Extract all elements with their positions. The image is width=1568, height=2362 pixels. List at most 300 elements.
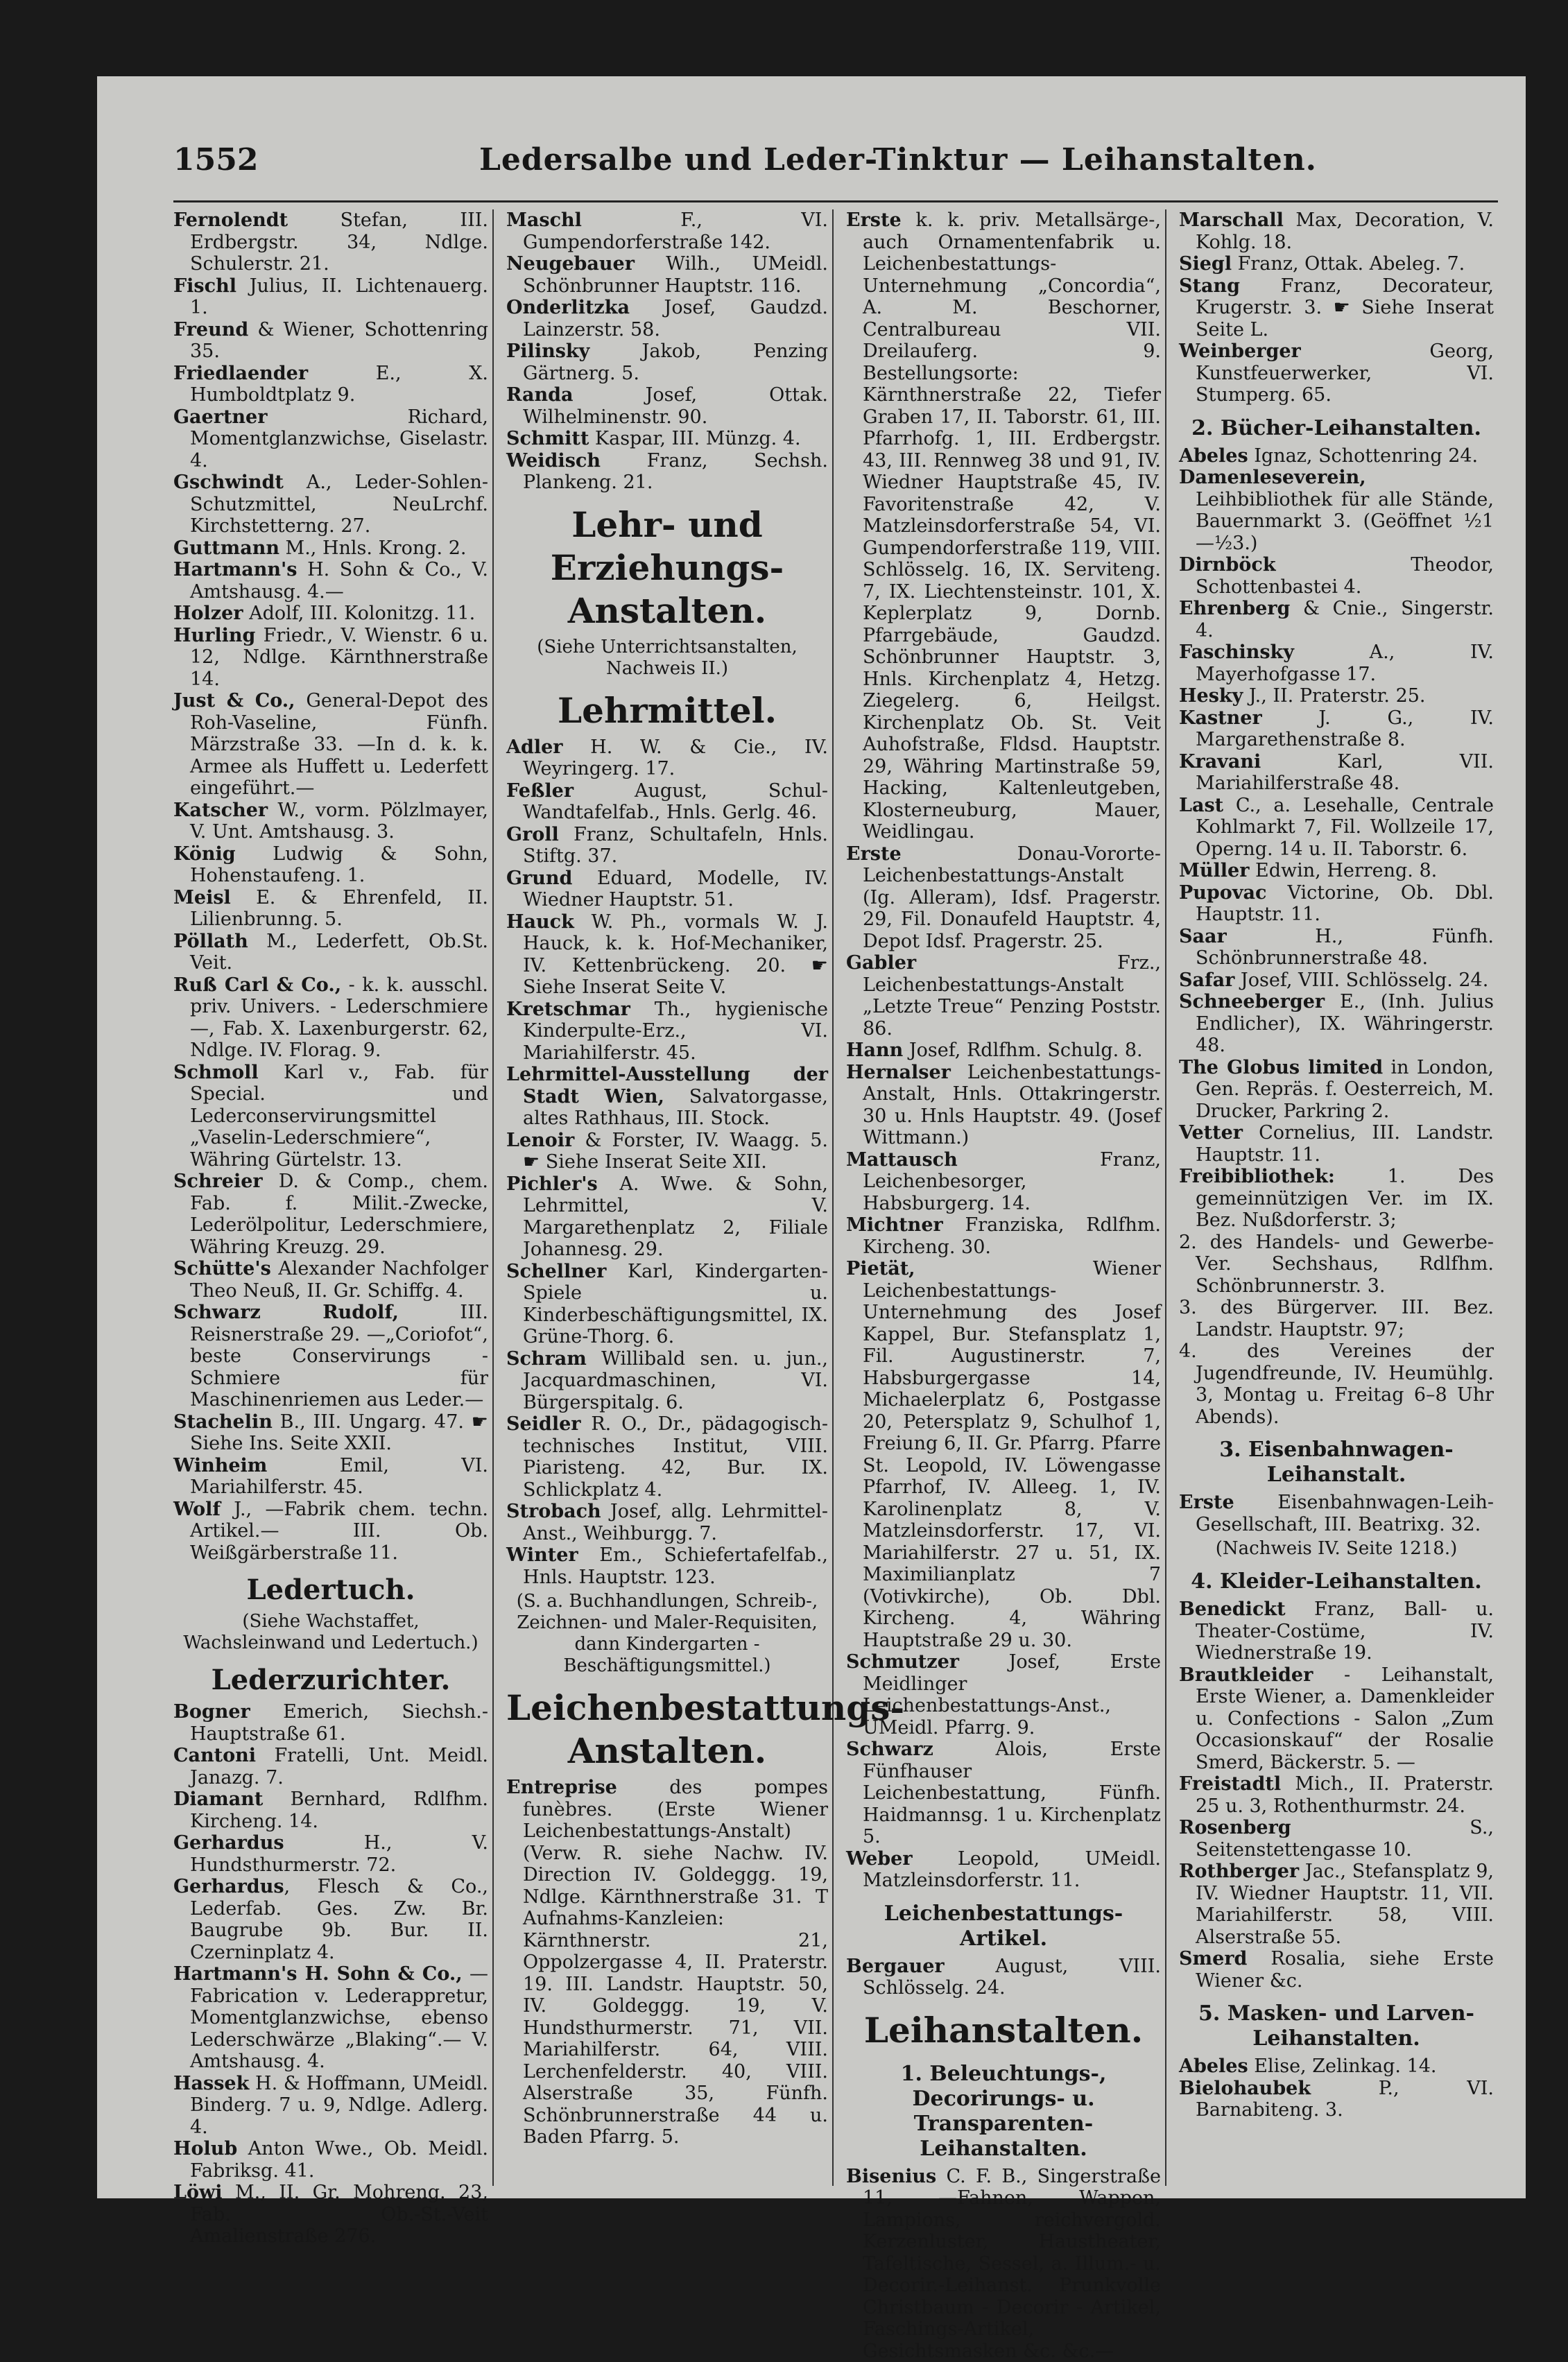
entry-details: Alois, Erste Fünfhauser Leichenbestattung, Fünfh. Haidmannsg. 1 u. Kirchenplatz 5.	[863, 1739, 1161, 1847]
directory-entry	[1179, 1166, 1494, 1232]
entry-details: Franziska, Rdlfhm. Kircheng. 30.	[863, 1214, 1161, 1258]
directory-entry	[506, 1261, 828, 1348]
directory-entry	[1179, 554, 1494, 598]
entry-details: Donau-Vororte-Leichenbestattungs-Anstalt (Ig. Alleram), Idsf. Pragerstr. 29, Fil. Donaufeld Hauptstr. 4, Depot Idsf. Pragerstr. 25.	[863, 843, 1161, 952]
entry-details: Theodor, Schottenbastei 4.	[1196, 554, 1494, 598]
entry-details: F., VI. Gumpendorferstraße 142.	[523, 209, 828, 253]
entry-details: des pompes funèbres. (Erste Wiener Leichenbestattungs-Anstalt) (Verw. R. siehe Nachw. IV. Direction IV. Goldeggg. 19, Ndlge. Kärnthnerstraße 31. T Aufnahms-Kanzleien: Kärnthnerstr. 21, Oppolzergasse 4, II. Praterstr. 19. III. Landstr. Hauptstr. 50, IV. Goldeggg. 19, V. Hundsthurmerstr. 71, VII. Mariahilferstr. 64, VIII. Lerchenfelderstr. 40, VIII. Alserstraße 35, Fünfh. Schönbrunnerstraße 44 u. Baden Pfarrg. 5.	[523, 1777, 828, 2148]
directory-entry	[1179, 707, 1494, 751]
entry-name: Schram	[506, 1348, 587, 1370]
entry-details: , Flesch & Co., Lederfab. Ges. Zw. Br. Baugrube 9b. Bur. II. Czerninplatz 4.	[190, 1876, 488, 1963]
directory-entry	[506, 999, 828, 1064]
entry-name: Rothberger	[1179, 1861, 1299, 1882]
entry-details: E., X. Humboldtplatz 9.	[190, 363, 488, 406]
entry-name: Onderlitzka	[506, 297, 630, 318]
directory-entry	[173, 319, 488, 363]
entry-name: Schmoll	[173, 1062, 259, 1083]
entry-name: Meisl	[173, 887, 231, 908]
cross-reference-note: (S. a. Buchhandlungen, Schreib-, Zeichnen- und Maler-Requisiten, dann Kindergarten - Beschäftigungsmittel.)	[506, 1591, 828, 1677]
column-4	[1179, 209, 1498, 2186]
entry-details: H. Sohn & Co., V. Amtshausg. 4.—	[190, 559, 488, 603]
entry-name: Hauck	[506, 911, 574, 933]
directory-entry	[173, 406, 488, 472]
section-heading: 1. Beleuchtungs-, Decorirungs- u. Transparenten-Leihanstalten.	[846, 2062, 1161, 2162]
entry-name: Hartmann's	[173, 559, 298, 580]
entry-name: Katscher	[173, 800, 268, 821]
entry-details: H., V. Hundsthurmerstr. 72.	[190, 1832, 488, 1876]
section-heading: 4. Kleider-Leihanstalten.	[1179, 1569, 1494, 1594]
entry-details: Edwin, Herreng. 8.	[1249, 860, 1437, 881]
entry-name: Diamant	[173, 1788, 263, 1810]
entry-name: Müller	[1179, 860, 1249, 881]
entry-name: Abeles	[1179, 2055, 1248, 2077]
directory-entry	[173, 1171, 488, 1258]
directory-entry	[173, 1963, 488, 2073]
entry-name: Bielohaubek	[1179, 2078, 1311, 2099]
entry-details: H. & Hoffmann, UMeidl. Binderg. 7 u. 9, Ndlge. Adlerg. 4.	[190, 2073, 488, 2138]
entry-details: Elise, Zelinkag. 14.	[1248, 2055, 1437, 2077]
directory-entry	[846, 1848, 1161, 1892]
entry-name: Pupovac	[1179, 882, 1266, 904]
entry-name: Schellner	[506, 1261, 606, 1282]
directory-entry	[173, 1258, 488, 1302]
entry-name: Holzer	[173, 603, 243, 624]
entry-name: Rosenberg	[1179, 1817, 1291, 1838]
column-1	[173, 209, 494, 2186]
entry-details: Em., Schiefertafelfab., Hnls. Hauptstr. 123.	[523, 1544, 828, 1588]
directory-entry	[1179, 1232, 1494, 1298]
entry-details: III. Reisnerstraße 29. —„Coriofot“, beste Conservirungs - Schmiere für Maschinenriemen aus Leder.—	[190, 1302, 488, 1411]
entry-details: Josef, Rdlfhm. Schulg. 8.	[903, 1040, 1142, 1061]
directory-entry	[846, 1739, 1161, 1848]
entry-details: M., II. Gr. Mohreng. 23, Fab. Ob.-St.-Veit Amalienstraße 276.	[190, 2182, 488, 2247]
entry-details: Emerich, Siechsh.-Hauptstraße 61.	[190, 1701, 488, 1745]
section-heading: Leihanstalten.	[846, 2009, 1161, 2052]
entry-details: A., IV. Mayerhofgasse 17.	[1196, 641, 1494, 685]
entry-details: Ludwig & Sohn, Hohenstaufeng. 1.	[190, 843, 488, 887]
entry-details: Eduard, Modelle, IV. Wiedner Hauptstr. 51.	[523, 868, 828, 911]
entry-details: Jakob, Penzing Gärtnerg. 5.	[523, 340, 828, 384]
directory-entry	[173, 1832, 488, 1876]
directory-entry	[1179, 598, 1494, 641]
entry-details: Victorine, Ob. Dbl. Hauptstr. 11.	[1196, 882, 1494, 926]
entry-name: Schmitt	[506, 428, 589, 449]
entry-name: Michtner	[846, 1214, 943, 1236]
entry-details: Frz., Leichenbestattungs-Anstalt „Letzte Treue“ Penzing Poststr. 86.	[863, 952, 1161, 1040]
running-head: Ledersalbe und Leder-Tinktur — Leihanstalten.	[298, 142, 1498, 178]
entry-details: S., Seitenstettengasse 10.	[1196, 1817, 1494, 1861]
directory-entry	[173, 800, 488, 843]
entry-details: Josef, Erste Meidlinger Leichenbestattungs-Anst., UMeidl. Pfarrg. 9.	[863, 1651, 1161, 1739]
entry-name: Randa	[506, 384, 574, 406]
directory-entry	[1179, 685, 1494, 707]
directory-entry	[506, 428, 828, 450]
entry-details: Karl, VII. Mariahilferstraße 48.	[1196, 751, 1494, 795]
directory-entry	[506, 1501, 828, 1544]
entry-name: Vetter	[1179, 1122, 1243, 1144]
entry-details: J., —Fabrik chem. techn. Artikel.— III. Ob. Weißgärberstraße 11.	[190, 1499, 488, 1564]
entry-name: Lehrmittel-Ausstellung der Stadt Wien,	[506, 1064, 828, 1107]
directory-entry	[173, 1302, 488, 1411]
directory-entry	[1179, 641, 1494, 685]
entry-name: Entreprise	[506, 1777, 617, 1798]
cross-reference-note: (Siehe Wachstaffet, Wachsleinwand und Ledertuch.)	[173, 1611, 488, 1654]
entry-name: Feßler	[506, 780, 574, 802]
entry-name: Maschl	[506, 209, 582, 231]
directory-entry	[1179, 2055, 1494, 2078]
directory-entry	[846, 1956, 1161, 1999]
entry-details: Rosalia, siehe Erste Wiener &c.	[1196, 1948, 1494, 1992]
entry-name: Gschwindt	[173, 472, 284, 493]
directory-entry	[506, 1064, 828, 1130]
directory-entry	[173, 625, 488, 691]
directory-entry	[1179, 1122, 1494, 1166]
directory-entry	[1179, 795, 1494, 861]
column-2	[506, 209, 834, 2186]
entry-name: Schwarz	[846, 1739, 933, 1760]
entry-name: Fernolendt	[173, 209, 288, 231]
entry-details: Karl v., Fab. für Special. und Lederconservirungsmittel „Vaselin-Lederschmiere“, Währing Gürtelstr. 13.	[190, 1062, 488, 1171]
entry-name: Schütte's	[173, 1258, 271, 1279]
entry-details: Karl, Kindergarten-Spiele u. Kinderbeschäftigungsmittel, IX. Grüne-Thorg. 6.	[523, 1261, 828, 1348]
directory-entry	[1179, 1057, 1494, 1123]
entry-name: Bisenius	[846, 2166, 936, 2187]
directory-entry	[846, 1040, 1161, 1062]
entry-details: H., Fünfh. Schönbrunnerstraße 48.	[1196, 926, 1494, 969]
directory-entry	[1179, 882, 1494, 926]
directory-entry	[1179, 1341, 1494, 1428]
entry-details: Friedr., V. Wienstr. 6 u. 12, Ndlge. Kärnthnerstraße 14.	[190, 625, 488, 690]
entry-name: Guttmann	[173, 537, 279, 559]
directory-entry	[1179, 275, 1494, 341]
entry-name: Pichler's	[506, 1173, 598, 1195]
directory-entry	[173, 887, 488, 931]
entry-name: Schreier	[173, 1171, 263, 1192]
entry-name: Ruß Carl & Co.,	[173, 974, 341, 996]
directory-entry	[1179, 1664, 1494, 1774]
entry-details: H. W. & Cie., IV. Weyringerg. 17.	[523, 736, 828, 780]
directory-entry	[506, 911, 828, 999]
section-heading: Lehrmittel.	[506, 689, 828, 732]
entry-name: Pöllath	[173, 931, 248, 952]
entry-name: Pilinsky	[506, 340, 589, 362]
entry-details: August, VIII. Schlösselg. 24.	[863, 1956, 1161, 1999]
entry-name: Gerhardus	[173, 1832, 284, 1854]
entry-details: A., Leder-Sohlen-Schutzmittel, NeuLrchf. Kirchstetterng. 27.	[190, 472, 488, 537]
entry-details: Franz, Ball- u. Theater-Costüme, IV. Wiednerstraße 19.	[1196, 1598, 1494, 1664]
directory-entry	[173, 472, 488, 537]
directory-entry	[173, 843, 488, 887]
section-heading: Leichenbestattungs-Artikel.	[846, 1902, 1161, 1951]
entry-details: Josef, Ottak. Wilhelminenstr. 90.	[523, 384, 828, 428]
directory-entry	[1179, 1773, 1494, 1817]
columns	[173, 209, 1498, 2186]
entry-name: Stang	[1179, 275, 1240, 297]
entry-details: Richard, Momentglanzwichse, Giselastr. 4.	[190, 406, 488, 472]
entry-name: Strobach	[506, 1501, 601, 1522]
entry-details: Franz, Sechsh. Plankeng. 21.	[523, 450, 828, 494]
directory-entry	[1179, 467, 1494, 554]
section-heading: Ledertuch.	[173, 1574, 488, 1607]
directory-entry	[173, 1701, 488, 1745]
entry-name: Grund	[506, 868, 572, 889]
entry-name: Safar	[1179, 969, 1234, 991]
entry-name: Gabler	[846, 952, 916, 974]
entry-name: Erste	[1179, 1492, 1234, 1513]
entry-details: B., III. Ungarg. 47. ☛ Siehe Ins. Seite XXII.	[190, 1411, 488, 1455]
entry-name: Neugebauer	[506, 253, 635, 275]
entry-name: Adler	[506, 736, 563, 758]
entry-name: Kastner	[1179, 707, 1262, 729]
entry-name: Freibibliothek:	[1179, 1166, 1335, 1187]
section-heading: 3. Eisenbahnwagen-Leihanstalt.	[1179, 1438, 1494, 1488]
entry-details: Willibald sen. u. jun., Jacquardmaschinen, VI. Bürgerspitalg. 6.	[523, 1348, 828, 1413]
section-heading: Lehr- und Erziehungs-Anstalten.	[506, 503, 828, 632]
entry-name: Schmutzer	[846, 1651, 959, 1673]
entry-details: A. Wwe. & Sohn, Lehrmittel, V. Margarethenplatz 2, Filiale Johannesg. 29.	[523, 1173, 828, 1261]
entry-details: W. Ph., vormals W. J. Hauck, k. k. Hof-Mechaniker, IV. Kettenbrückeng. 20. ☛ Siehe Inserat Seite V.	[523, 911, 828, 999]
entry-name: Löwi	[173, 2182, 223, 2203]
cross-reference-note: (Nachweis IV. Seite 1218.)	[1179, 1538, 1494, 1560]
entry-name: Weinberger	[1179, 340, 1301, 362]
entry-details: Anton Wwe., Ob. Meidl. Fabriksg. 41.	[190, 2138, 488, 2182]
entry-name: Hartmann's H. Sohn & Co.,	[173, 1963, 463, 1985]
entry-details: C. F. B., Singerstraße 11, —Fahnen, Wappen, Lampions, reichvergold. Kerzenluster, Haustheater, Tafeltische, Sessel, a. Illum.- u. Decorir.-Leihanst. Prunkvolle Christbaum - Decorir - Artikel, Faschings-Artikel, Gesichtsmasken &c. &c.—	[863, 2166, 1161, 2362]
entry-details: J. G., IV. Margarethenstraße 8.	[1196, 707, 1494, 751]
entry-details: & Wiener, Schottenring 35.	[190, 319, 488, 363]
directory-entry	[506, 1413, 828, 1501]
entry-details: Adolf, III. Kolonitzg. 11.	[243, 603, 476, 624]
entry-details: - k. k. ausschl. priv. Univers. - Lederschmiere—, Fab. X. Laxenburgerstr. 62, Ndlge. IV. Florag. 9.	[190, 974, 488, 1062]
directory-entry	[173, 275, 488, 319]
entry-name: Bergauer	[846, 1956, 945, 1977]
directory-entry	[506, 824, 828, 868]
directory-entry	[1179, 209, 1494, 253]
directory-entry	[1179, 1817, 1494, 1861]
entry-name: Marschall	[1179, 209, 1284, 231]
entry-name: Damenleseverein,	[1179, 467, 1366, 488]
page-number: 1552	[173, 142, 298, 178]
entry-details: Jac., Stefansplatz 9, IV. Wiedner Hauptstr. 11, VII. Mariahilferstr. 58, VIII. Alserstraße 55.	[1196, 1861, 1494, 1948]
entry-name: Freund	[173, 319, 248, 340]
directory-entry	[506, 868, 828, 911]
entry-details: - Leihanstalt, Erste Wiener, a. Damenkleider u. Confections - Salon „Zum Occasionskauf“ der Rosalie Smerd, Bäckerstr. 5. —	[1196, 1664, 1494, 1773]
entry-name: Smerd	[1179, 1948, 1247, 1969]
directory-entry	[173, 1876, 488, 1963]
entry-details: Max, Decoration, V. Kohlg. 18.	[1196, 209, 1494, 253]
section-heading: Leichenbestattungs-Anstalten.	[506, 1687, 828, 1773]
entry-details: R. O., Dr., pädagogisch-technisches Institut, VIII. Piaristeng. 42, Bur. IX. Schlickplatz 4.	[523, 1413, 828, 1501]
entry-name: Friedlaender	[173, 363, 308, 384]
entry-name: Weidisch	[506, 450, 601, 472]
directory-entry	[173, 537, 488, 560]
directory-entry	[173, 2138, 488, 2182]
entry-name: Pietät,	[846, 1258, 915, 1279]
entry-name: Gerhardus	[173, 1876, 284, 1897]
entry-details: August, Schul-Wandtafelfab., Hnls. Gerlg. 46.	[523, 780, 828, 824]
entry-details: Franz, Leichenbesorger, Habsburgerg. 14.	[863, 1149, 1161, 1214]
entry-details: Franz, Ottak. Abeleg. 7.	[1232, 253, 1465, 275]
entry-name: The Globus limited	[1179, 1057, 1383, 1078]
entry-name: Kretschmar	[506, 999, 630, 1020]
entry-name: Bogner	[173, 1701, 250, 1723]
entry-name: Erste	[846, 209, 902, 231]
directory-entry	[1179, 445, 1494, 467]
entry-details: Fratelli, Unt. Meidl. Janazg. 7.	[190, 1745, 488, 1788]
entry-details: Emil, VI. Mariahilferstr. 45.	[190, 1455, 488, 1499]
entry-name: Seidler	[506, 1413, 580, 1435]
entry-name: Siegl	[1179, 253, 1232, 275]
directory-entry	[173, 1499, 488, 1564]
directory-entry	[506, 450, 828, 494]
entry-details: Wilh., UMeidl. Schönbrunner Hauptstr. 116.	[523, 253, 828, 297]
section-heading: Lederzurichter.	[173, 1664, 488, 1697]
entry-name: Hurling	[173, 625, 255, 646]
directory-entry	[506, 1130, 828, 1173]
entry-details: Franz, Schultafeln, Hnls. Stiftg. 37.	[523, 824, 828, 868]
entry-details: 2. des Handels- und Gewerbe-Ver. Sechshaus, Rdlfhm. Schönbrunnerstr. 3.	[1179, 1232, 1494, 1297]
directory-entry	[1179, 2078, 1494, 2121]
page-header	[173, 142, 1498, 198]
section-heading: 2. Bücher-Leihanstalten.	[1179, 416, 1494, 441]
directory-entry	[1179, 1861, 1494, 1948]
entry-details: M., Lederfett, Ob.St. Veit.	[190, 931, 488, 974]
entry-name: Ehrenberg	[1179, 598, 1290, 619]
entry-details: Leichenbestattungs-Anstalt, Hnls. Ottakringerstr. 30 u. Hnls Hauptstr. 49. (Josef Wittmann.)	[863, 1062, 1161, 1149]
entry-details: M., Hnls. Krong. 2.	[279, 537, 467, 559]
directory-entry	[506, 297, 828, 340]
entry-details: Franz, Decorateur, Krugerstr. 3. ☛ Siehe Inserat Seite L.	[1196, 275, 1494, 340]
directory-entry	[1179, 1297, 1494, 1341]
entry-details: C., a. Lesehalle, Centrale Kohlmarkt 7, Fil. Wollzeile 17, Operng. 14 u. II. Taborstr. 6.	[1196, 795, 1494, 860]
directory-entry	[1179, 1948, 1494, 1992]
entry-name: Benedickt	[1179, 1598, 1286, 1620]
directory-entry	[846, 1214, 1161, 1258]
directory-entry	[846, 209, 1161, 843]
entry-details: Cornelius, III. Landstr. Hauptstr. 11.	[1196, 1122, 1494, 1166]
entry-details: & Forster, IV. Waagg. 5. ☛ Siehe Inserat Seite XII.	[523, 1130, 828, 1173]
directory-entry	[173, 1062, 488, 1171]
directory-entry	[1179, 340, 1494, 406]
directory-entry	[506, 1173, 828, 1261]
directory-entry	[506, 1777, 828, 2148]
directory-entry	[846, 2166, 1161, 2362]
entry-name: Schwarz Rudolf,	[173, 1302, 399, 1323]
column-3	[846, 209, 1166, 2186]
directory-entry	[173, 1788, 488, 1832]
entry-name: Saar	[1179, 926, 1227, 947]
entry-name: Stachelin	[173, 1411, 273, 1433]
directory-entry	[506, 1544, 828, 1588]
entry-name: Mattausch	[846, 1149, 958, 1171]
entry-name: Fischl	[173, 275, 236, 297]
entry-name: Winheim	[173, 1455, 267, 1476]
entry-name: Cantoni	[173, 1745, 256, 1766]
entry-name: Hesky	[1179, 685, 1243, 707]
entry-details: D. & Comp., chem. Fab. f. Milit.-Zwecke, Lederölpolitur, Lederschmiere, Währing Kreuzg. 29.	[190, 1171, 488, 1258]
entry-details: Josef, VIII. Schlösselg. 24.	[1234, 969, 1488, 991]
directory-entry	[173, 363, 488, 406]
entry-details: General-Depot des Roh-Vaseline, Fünfh. Märzstraße 33. —In d. k. k. Armee als Huffett u. Lederfett eingeführt.—	[190, 690, 488, 799]
directory-entry	[1179, 860, 1494, 882]
entry-name: Brautkleider	[1179, 1664, 1313, 1686]
directory-entry	[173, 603, 488, 625]
entry-details: Kaspar, III. Münzg. 4.	[589, 428, 800, 449]
entry-details: 4. des Vereines der Jugendfreunde, IV. Heumühlg. 3, Montag u. Freitag 6–8 Uhr Abends).	[1179, 1341, 1494, 1428]
directory-entry	[173, 1745, 488, 1788]
entry-details: P., VI. Barnabiteng. 3.	[1196, 2078, 1494, 2121]
entry-details: Stefan, III. Erdbergstr. 34, Ndlge. Schulerstr. 21.	[190, 209, 488, 275]
directory-entry	[846, 1651, 1161, 1739]
entry-details: J., II. Praterstr. 25.	[1243, 685, 1425, 707]
entry-name: Lenoir	[506, 1130, 574, 1151]
entry-details: E., (Inh. Julius Endlicher), IX. Währingerstr. 48.	[1196, 991, 1494, 1056]
directory-entry	[173, 559, 488, 603]
entry-details: Ignaz, Schottenring 24.	[1248, 445, 1478, 467]
entry-name: Hassek	[173, 2073, 249, 2094]
entry-name: Dirnböck	[1179, 554, 1276, 576]
entry-details: Josef, Gaudzd. Lainzerstr. 58.	[523, 297, 828, 340]
entry-name: Gaertner	[173, 406, 267, 428]
entry-details: Leihbibliothek für alle Stände, Bauernmarkt 3. (Geöffnet ½1—½3.)	[1196, 489, 1494, 554]
directory-page	[97, 76, 1526, 2198]
directory-entry	[173, 2073, 488, 2139]
entry-details: Julius, II. Lichtenauerg. 1.	[190, 275, 488, 319]
entry-name: Groll	[506, 824, 559, 845]
entry-details: in London, Gen. Repräs. f. Oesterreich, M. Drucker, Parkring 2.	[1196, 1057, 1494, 1122]
entry-name: Erste	[846, 843, 902, 865]
directory-entry	[1179, 253, 1494, 275]
entry-details: Josef, allg. Lehrmittel-Anst., Weihburgg. 7.	[523, 1501, 828, 1544]
directory-entry	[173, 209, 488, 275]
directory-entry	[173, 931, 488, 974]
directory-entry	[173, 1411, 488, 1455]
directory-entry	[1179, 751, 1494, 795]
entry-details: Leopold, UMeidl. Matzleinsdorferstr. 11.	[863, 1848, 1161, 1892]
directory-entry	[846, 1062, 1161, 1149]
header-rule	[173, 200, 1498, 202]
directory-entry	[506, 384, 828, 428]
directory-entry	[506, 253, 828, 297]
directory-entry	[846, 843, 1161, 953]
entry-details: W., vorm. Pölzlmayer, V. Unt. Amtshausg. 3.	[190, 800, 488, 843]
directory-entry	[1179, 1492, 1494, 1535]
entry-name: Winter	[506, 1544, 578, 1566]
cross-reference-note: (Siehe Unterrichtsanstalten, Nachweis II.)	[506, 637, 828, 680]
entry-name: Just & Co.,	[173, 690, 295, 712]
entry-details: Eisenbahnwagen-Leih-Gesellschaft, III. Beatrixg. 32.	[1196, 1492, 1494, 1535]
entry-details: Wiener Leichenbestattungs-Unternehmung des Josef Kappel, Bur. Stefansplatz 1, Fil. Augustinerstr. 7, Habsburgergasse 14, Michaelerplatz 6, Postgasse 20, Petersplatz 9, Schulhof 1, Freiung 6, II. Gr. Pfarrg. Pfarre St. Leopold, IV. Löwengasse Pfarrhof, IV. Alleeg. 1, IV. Karolinenplatz 8, V. Matzleinsdorferstr. 17, VI. Mariahilferstr. 27 u. 51, IX. Maximilianplatz 7 (Votivkirche), Ob. Dbl. Kircheng. 4, Währing Hauptstraße 29 u. 30.	[863, 1258, 1161, 1651]
directory-entry	[173, 974, 488, 1062]
entry-name: Hernalser	[846, 1062, 951, 1083]
entry-name: Faschinsky	[1179, 641, 1294, 663]
directory-entry	[173, 690, 488, 800]
entry-name: Last	[1179, 795, 1223, 816]
entry-details: Mich., II. Praterstr. 25 u. 3, Rothenthurmstr. 24.	[1196, 1773, 1494, 1817]
directory-entry	[1179, 926, 1494, 969]
entry-name: Freistadtl	[1179, 1773, 1281, 1795]
entry-details: —Fabrication v. Lederappretur, Momentglanzwichse, ebenso Lederschwärze „Blaking“.— V. Amtshausg. 4.	[190, 1963, 488, 2072]
directory-entry	[506, 780, 828, 824]
section-heading: 5. Masken- und Larven-Leihanstalten.	[1179, 2001, 1494, 2051]
directory-entry	[1179, 1598, 1494, 1664]
entry-name: Hann	[846, 1040, 903, 1061]
directory-entry	[1179, 969, 1494, 992]
entry-details: k. k. priv. Metallsärge-, auch Ornamentenfabrik u. Leichenbestattungs-Unternehmung „Concordia“, A. M. Beschorner, Centralbureau VII. Dreilauferg. 9. Bestellungsorte: Kärnthnerstraße 22, Tiefer Graben 17, II. Taborstr. 61, III. Pfarrhofg. 1, III. Erdbergstr. 43, III. Rennweg 38 und 91, IV. Wiedner Hauptstraße 45, IV. Favoritenstraße 42, V. Matzleinsdorferstraße 54, VI. Gumpendorferstraße 119, VIII. Schlösselg. 16, IX. Serviteng. 7, IX. Liechtensteinstr. 101, X. Keplerplatz 9, Dornb. Pfarrgebäude, Gaudzd. Schönbrunner Hauptstr. 3, Hnls. Kirchenplatz 4, Hetzg. Ziegelerg. 6, Heilgst. Kirchenplatz Ob. St. Veit Auhofstraße, Fldsd. Hauptstr. 29, Währing Martinstraße 59, Hacking, Kaltenleutgeben, Klosterneuburg, Mauer, Weidlingau.	[863, 209, 1161, 843]
directory-entry	[1179, 991, 1494, 1057]
entry-name: Kravani	[1179, 751, 1261, 773]
entry-name: Holub	[173, 2138, 237, 2160]
